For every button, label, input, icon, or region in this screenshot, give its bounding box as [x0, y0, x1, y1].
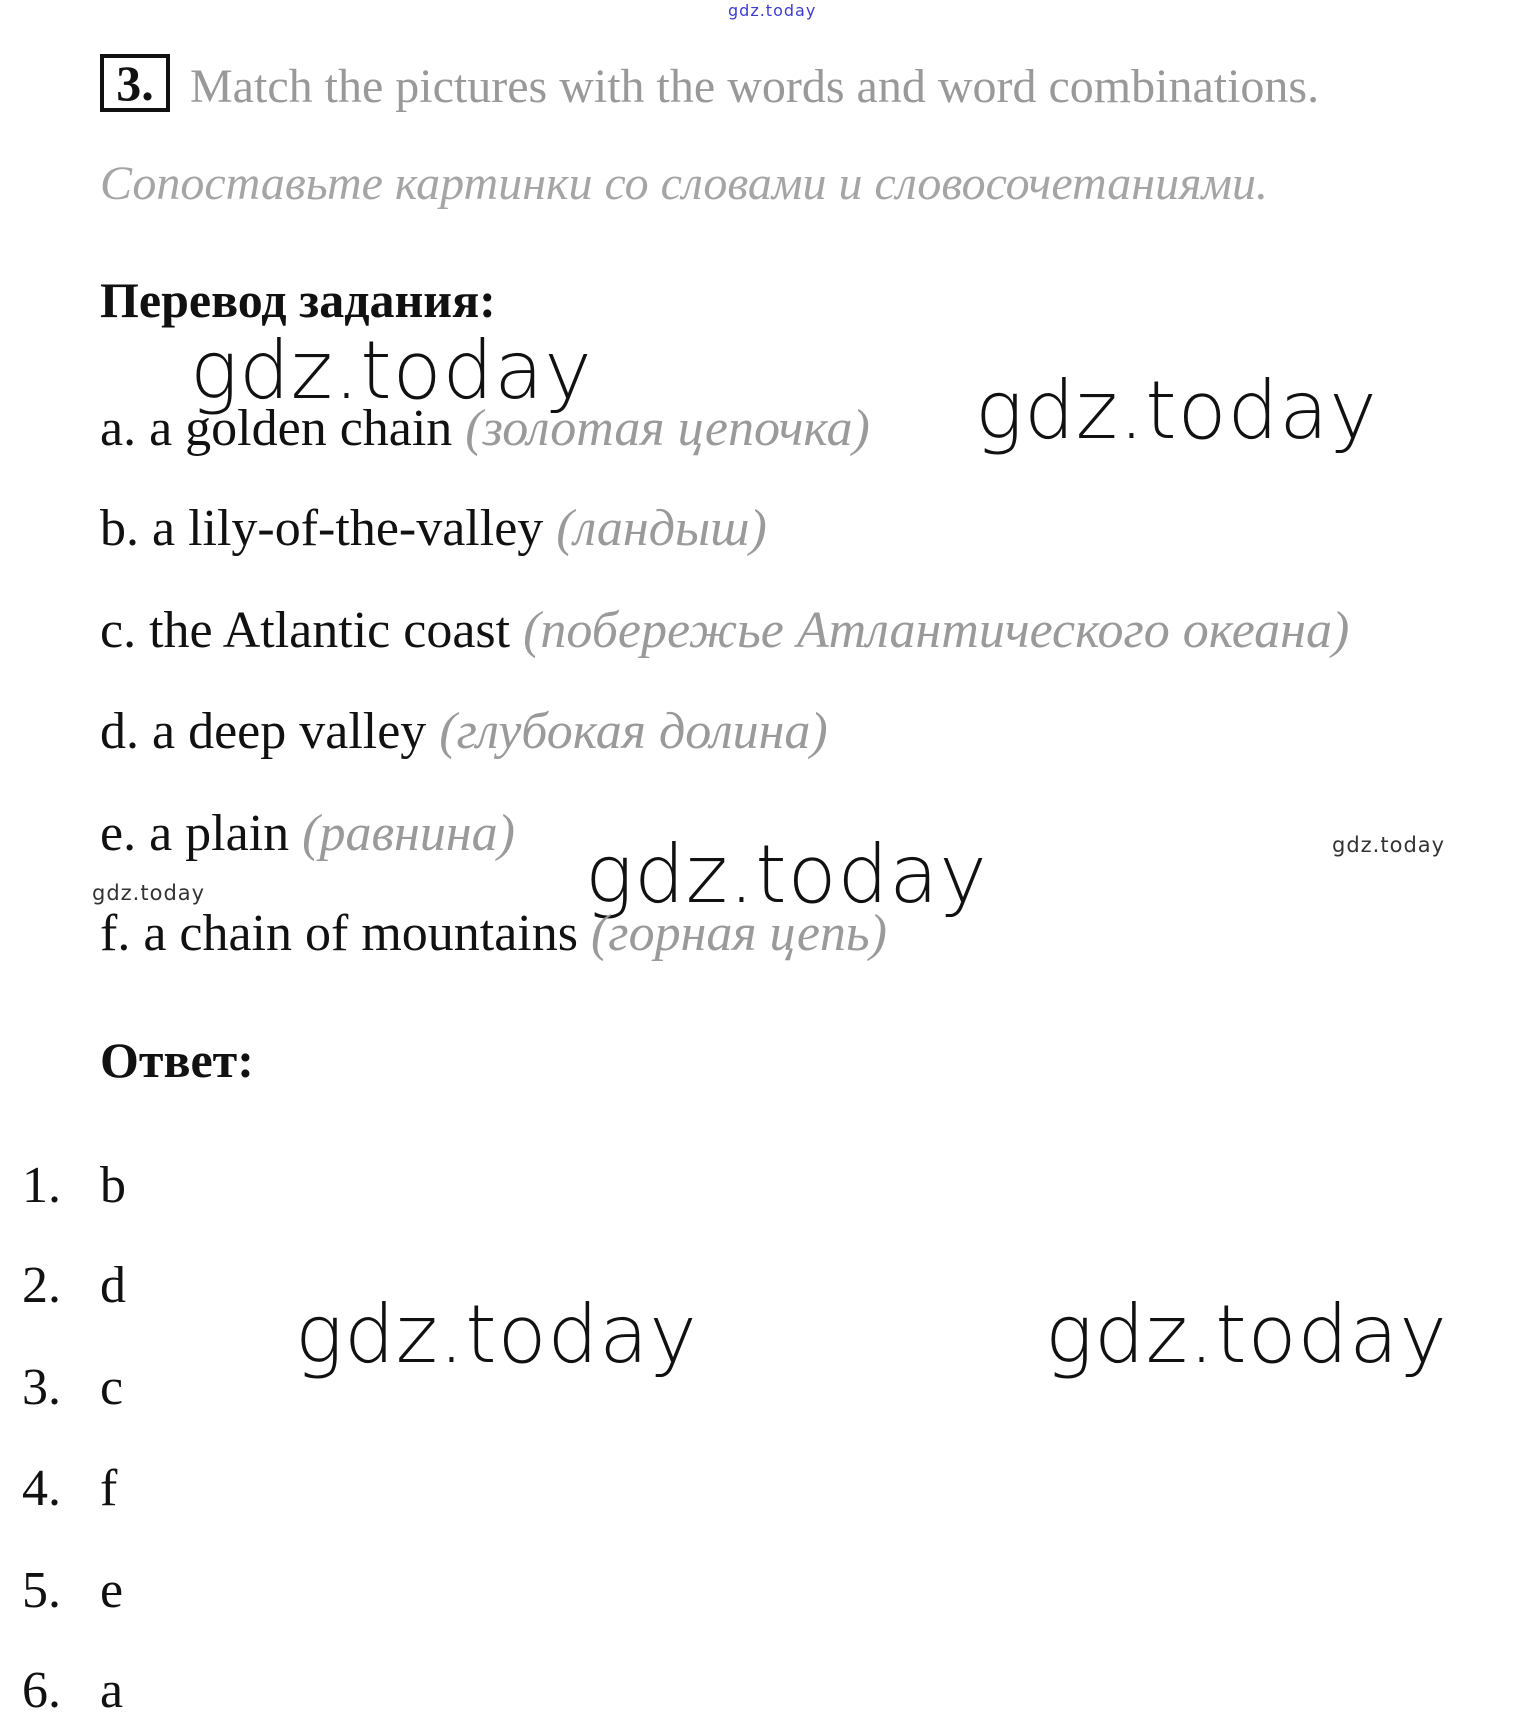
answer-letter: d [100, 1257, 126, 1314]
answer-item-1 [22, 1155, 126, 1217]
watermark-top: gdz.today [728, 1, 817, 20]
answer-number: 1. [22, 1157, 61, 1214]
answer-letter: b [100, 1157, 126, 1214]
item-english: e. a plain [100, 805, 290, 862]
watermark-4: gdz.today [295, 1288, 698, 1381]
watermark-5: gdz.today [1045, 1288, 1448, 1381]
exercise-number: 3. [100, 54, 170, 112]
translation-item-a [100, 398, 870, 460]
answer-letter: a [100, 1662, 124, 1719]
item-russian: (золотая цепочка) [465, 400, 870, 457]
answer-title: Ответ: [100, 1032, 254, 1088]
item-russian: (равнина) [302, 805, 515, 862]
item-russian: (побережье Атлантического океана) [523, 602, 1350, 659]
instruction-english: Match the pictures with the words and word combinations. [190, 60, 1320, 113]
item-english: c. the Atlantic coast [100, 602, 511, 659]
answer-number: 4. [22, 1460, 61, 1517]
translation-title: Перевод задания: [100, 272, 496, 328]
answer-letter: e [100, 1562, 124, 1619]
item-english: a. a golden chain [100, 400, 453, 457]
item-english: d. a deep valley [100, 703, 427, 760]
watermark-small-left: gdz.today [92, 881, 206, 905]
answer-number: 6. [22, 1662, 61, 1719]
watermark-small-right: gdz.today [1332, 833, 1446, 857]
answer-item-2 [22, 1255, 126, 1317]
answer-item-5 [22, 1560, 123, 1622]
translation-item-e [100, 803, 515, 865]
answer-item-4 [22, 1458, 117, 1520]
instruction-russian: Сопоставьте картинки со словами и словосочетаниями. [100, 157, 1269, 210]
item-russian: (ландыш) [556, 500, 767, 557]
answer-letter: c [100, 1359, 124, 1416]
watermark-2: gdz.today [975, 364, 1378, 457]
item-english: f. a chain of mountains [100, 905, 578, 962]
translation-item-c [100, 600, 1349, 662]
answer-letter: f [100, 1460, 118, 1517]
item-english: b. a lily-of-the-valley [100, 500, 544, 557]
answer-number: 3. [22, 1359, 61, 1416]
item-russian: (глубокая долина) [439, 703, 828, 760]
watermark-1: gdz.today [190, 324, 593, 417]
watermark-3: gdz.today [585, 828, 988, 921]
answer-item-3 [22, 1357, 123, 1419]
answer-item-6 [22, 1660, 123, 1722]
translation-item-f [100, 903, 887, 965]
item-russian: (горная цепь) [590, 905, 887, 962]
translation-item-d [100, 701, 828, 763]
answer-number: 2. [22, 1257, 61, 1314]
translation-item-b [100, 498, 767, 560]
answer-number: 5. [22, 1562, 61, 1619]
